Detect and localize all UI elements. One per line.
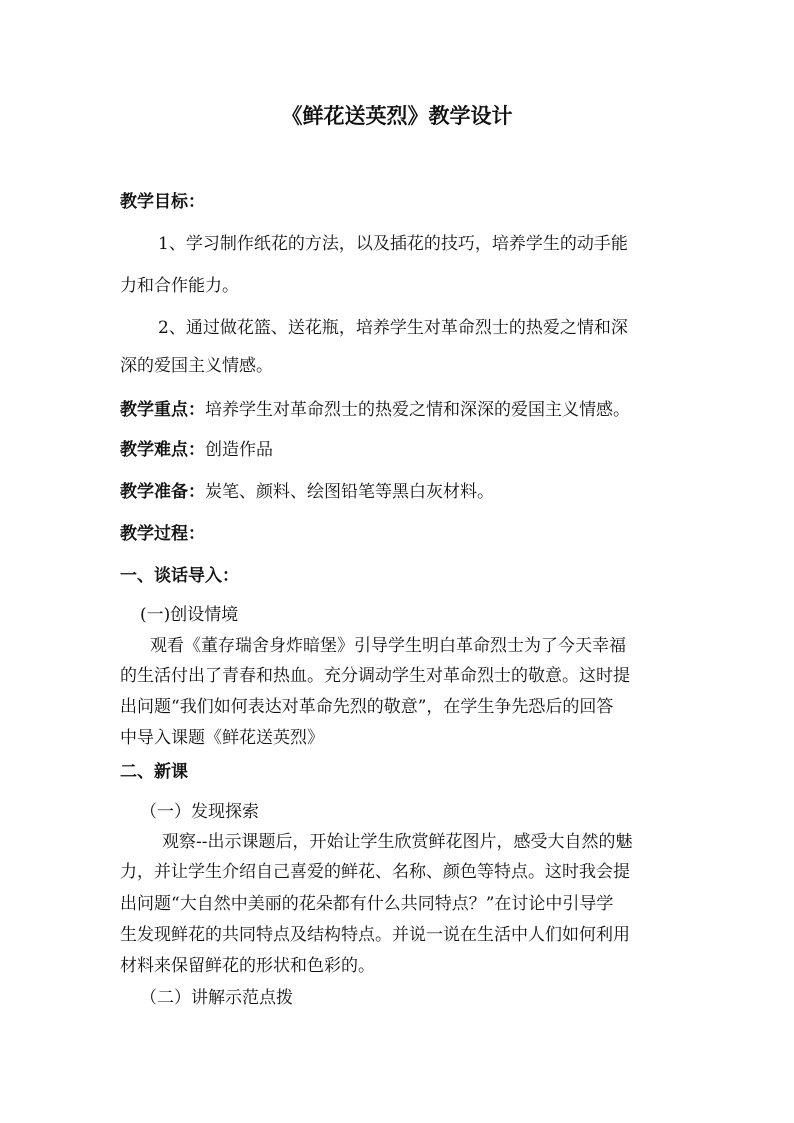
section-1-paragraph-line: 出问题“我们如何表达对革命先烈的敬意”，在学生争先恐后的回答	[120, 697, 614, 717]
section-2-subheading-1: （一）发现探索	[140, 802, 259, 822]
difficulty-text: 创造作品	[205, 440, 273, 460]
preparation-text: 炭笔、颜料、绘图铅笔等黑白灰材料。	[205, 482, 494, 502]
section-2-heading: 二、新课	[120, 762, 188, 782]
section-2-paragraph-line: 材料来保留鲜花的形状和色彩的。	[120, 956, 375, 976]
objective-2-line-1: 2、通过做花篮、送花瓶，培养学生对革命烈士的热爱之情和深	[158, 318, 628, 338]
key-point-text: 培养学生对革命烈士的热爱之情和深深的爱国主义情感。	[205, 400, 630, 420]
key-point-row	[120, 400, 630, 420]
section-1-subheading: (一)创设情境	[140, 605, 239, 625]
section-2-paragraph-line: 观察--出示课题后，开始让学生欣赏鲜花图片，感受大自然的魅	[162, 832, 633, 852]
difficulty-row	[120, 440, 273, 460]
preparation-label: 教学准备：	[120, 482, 205, 502]
key-point-label: 教学重点：	[120, 400, 205, 420]
section-1-paragraph-line: 观看《董存瑞舍身炸暗堡》引导学生明白革命烈士为了今天幸福	[150, 636, 626, 656]
document-title: 《鲜花送英烈》教学设计	[281, 103, 513, 128]
section-2-paragraph-line: 力，并让学生介绍自己喜爱的鲜花、名称、颜色等特点。这时我会提	[120, 862, 630, 882]
difficulty-label: 教学难点：	[120, 440, 205, 460]
objectives-heading: 教学目标：	[120, 192, 205, 212]
section-1-paragraph-line: 中导入课题《鲜花送英烈》	[120, 728, 324, 748]
process-heading: 教学过程：	[120, 524, 205, 544]
section-1-heading: 一、谈话导入：	[120, 566, 239, 586]
objective-1-line-2: 力和合作能力。	[120, 276, 239, 296]
section-2-subheading-2: （二）讲解示范点拨	[140, 988, 293, 1008]
section-2-paragraph-line: 生发现鲜花的共同特点及结构特点。并说一说在生活中人们如何利用	[120, 925, 630, 945]
objective-2-line-2: 深的爱国主义情感。	[120, 356, 273, 376]
objective-1-line-1: 1、学习制作纸花的方法，以及插花的技巧，培养学生的动手能	[158, 234, 628, 254]
preparation-row	[120, 482, 494, 502]
section-2-paragraph-line: 出问题“大自然中美丽的花朵都有什么共同特点？”在讨论中引导学	[120, 894, 614, 914]
section-1-paragraph-line: 的生活付出了青春和热血。充分调动学生对革命烈士的敬意。这时提	[120, 666, 630, 686]
